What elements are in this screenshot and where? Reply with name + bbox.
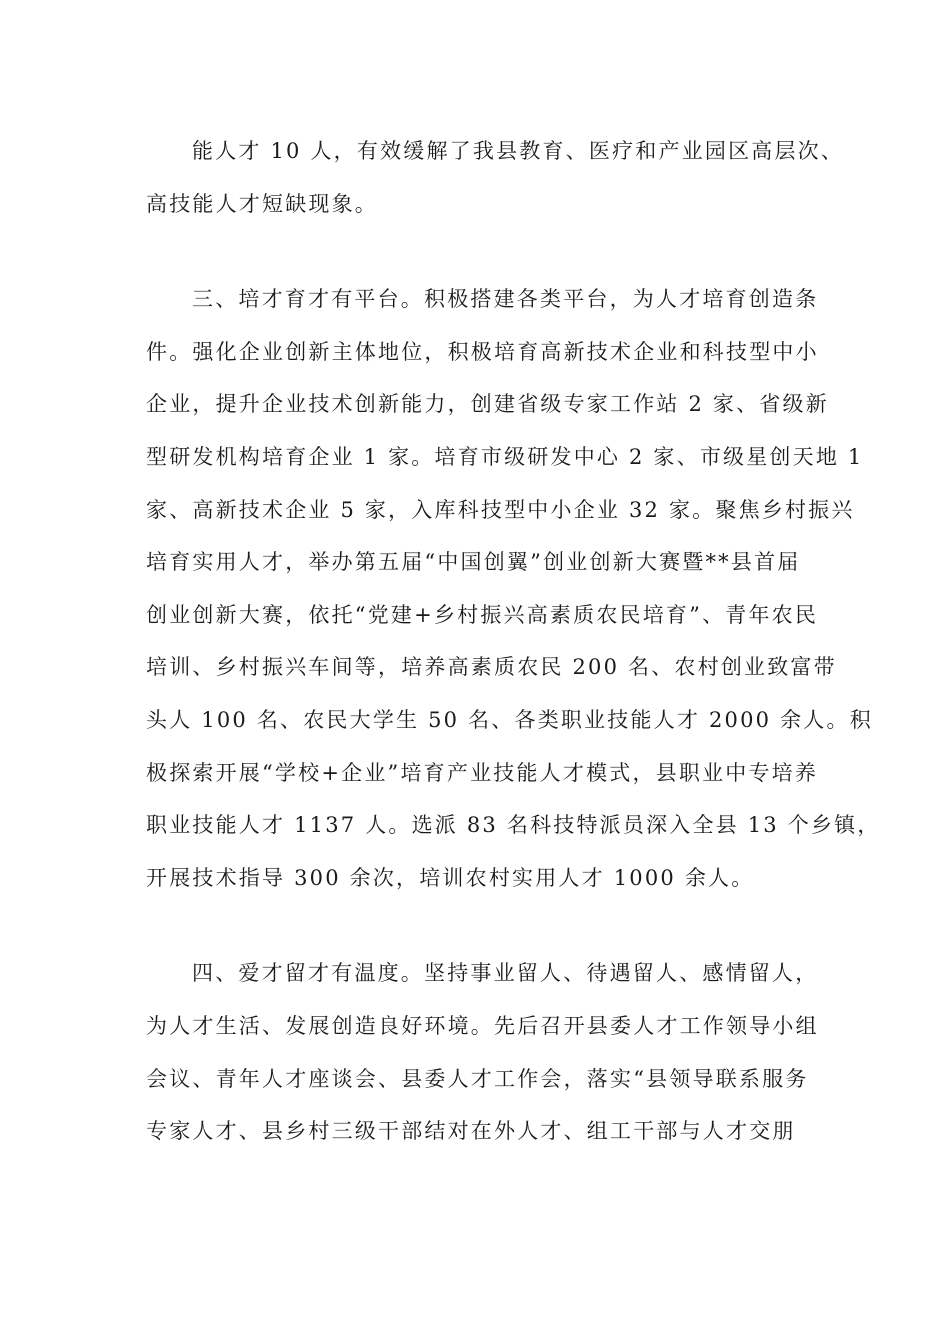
text-line: 件。强化企业创新主体地位，积极培育高新技术企业和科技型中小 [146,339,819,364]
text-line: 开展技术指导 300 余次，培训农村实用人才 1000 余人。 [146,865,755,890]
text-line: 培训、乡村振兴车间等，培养高素质农民 200 名、农村创业致富带 [146,655,837,680]
paragraph-section-four [146,947,819,1157]
text-line: 极探索开展“学校+企业”培育产业技能人才模式，县职业中专培养 [146,760,819,785]
text-line: 专家人才、县乡村三级干部结对在外人才、组工干部与人才交朋 [146,1119,796,1144]
text-line: 为人才生活、发展创造良好环境。先后召开县委人才工作领导小组 [146,1013,819,1038]
text-line: 家、高新技术企业 5 家，入库科技型中小企业 32 家。聚焦乡村振兴 [146,497,855,522]
text-line: 创业创新大赛，依托“党建+乡村振兴高素质农民培育”、青年农民 [146,602,819,627]
text-line: 企业，提升企业技术创新能力，创建省级专家工作站 2 家、省级新 [146,392,829,417]
paragraph-section-three [146,273,881,904]
text-line: 高技能人才短缺现象。 [146,191,378,216]
section-four-heading-line: 四、爱才留才有温度。坚持事业留人、待遇留人、感情留人， [192,961,819,986]
text-line: 会议、青年人才座谈会、县委人才工作会，落实“县领导联系服务 [146,1066,809,1091]
paragraph-spacer [146,904,808,947]
text-line: 型研发机构培育企业 1 家。培育市级研发中心 2 家、市级星创天地 1 [146,444,864,469]
text-line: 头人 100 名、农民大学生 50 名、各类职业技能人才 2000 余人。积 [146,707,873,732]
text-line: 职业技能人才 1137 人。选派 83 名科技特派员深入全县 13 个乡镇， [146,813,881,838]
text-line: 培育实用人才，举办第五届“中国创翼”创业创新大赛暨**县首届 [146,550,801,575]
paragraph-continuation [146,125,845,230]
paragraph-spacer [146,230,808,273]
text-line: 能人才 10 人，有效缓解了我县教育、医疗和产业园区高层次、 [192,139,845,163]
document-body [146,125,881,1158]
section-three-heading-line: 三、培才育才有平台。积极搭建各类平台，为人才培育创造条 [192,287,819,312]
